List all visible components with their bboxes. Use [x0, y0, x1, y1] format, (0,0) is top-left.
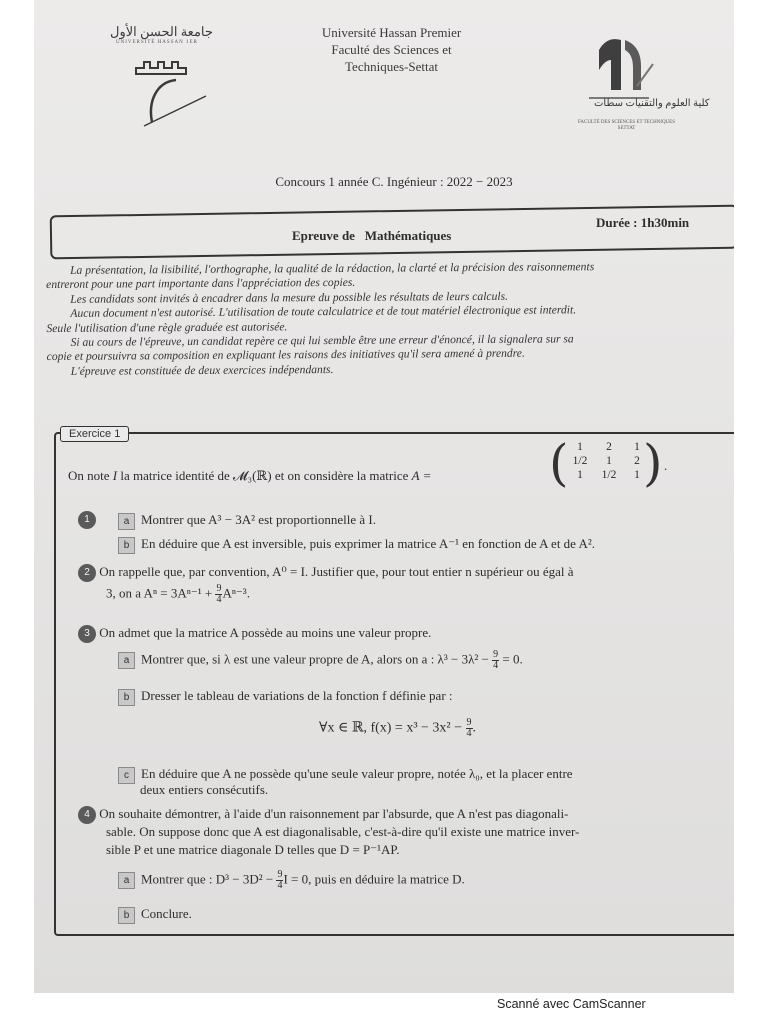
question-text: En déduire que A est inversible, puis exprimer la matrice A⁻¹ en fonction de A et de A². — [141, 536, 596, 551]
question-4b — [118, 906, 192, 924]
university-logo — [130, 52, 220, 132]
fraction-denominator: 4 — [216, 594, 222, 605]
statement-identity-symbol: I — [112, 468, 118, 483]
question-text: Conclure. — [141, 906, 192, 921]
statement-matrix-space: 𝓜₃(ℝ) — [233, 468, 272, 483]
question-number-badge: 1 — [78, 511, 96, 529]
function-definition — [319, 718, 476, 739]
question-1b — [118, 536, 595, 554]
subquestion-letter: b — [118, 537, 135, 554]
subquestion-letter: b — [118, 907, 135, 924]
matrix-entry: 2 — [634, 455, 640, 467]
question-text: Montrer que : D³ − 3D² − — [141, 871, 277, 887]
fraction-numerator: 9 — [493, 649, 499, 660]
question-3b — [118, 688, 453, 706]
instruction-line: Les candidats sont invités à encadrer dans la mesure du possible les résultats de leurs calculs. — [70, 289, 509, 306]
question-number-badge: 2 — [78, 564, 96, 582]
matrix-entry: 1 — [577, 441, 583, 453]
question-3c — [118, 766, 573, 784]
fraction-numerator: 9 — [277, 869, 283, 880]
scanner-watermark: Scanné avec CamScanner — [497, 997, 646, 1011]
faculty-name-arabic: كلية العلوم والتقنيات سطات — [594, 98, 710, 109]
matrix-A — [549, 434, 663, 492]
question-4-line-2: sable. On suppose donc que A est diagonalisable, c'est-à-dire qu'il existe une matrice inver- — [106, 824, 580, 839]
statement-text: et on considère la matrice — [271, 468, 412, 483]
university-name-french — [284, 24, 499, 75]
exercise-frame — [54, 432, 734, 936]
statement-text: la matrice identité de — [117, 468, 233, 483]
matrix-entry: 1 — [634, 469, 640, 481]
exercise-statement — [68, 468, 431, 484]
exam-session-title: Concours 1 année C. Ingénieur : 2022 − 2023 — [275, 174, 513, 189]
question-3c-continued: deux entiers consécutifs. — [140, 782, 269, 797]
question-2 — [78, 564, 574, 582]
question-text: I = 0, puis en déduire la matrice D. — [283, 871, 465, 887]
matrix-end-dot: . — [664, 458, 668, 473]
formula-text: . — [472, 720, 477, 736]
fraction-denominator: 4 — [466, 728, 472, 739]
matrix-entry: 1 — [634, 441, 640, 453]
question-text: Dresser le tableau de variations de la fonction f définie par : — [141, 688, 453, 703]
university-name-arabic: جامعة الحسن الأول — [110, 24, 213, 39]
instruction-line: La présentation, la lisibilité, l'orthographe, la qualité de la rédaction, la clarté et la précision des raisonnements — [69, 260, 595, 277]
right-paren-icon: ) — [643, 434, 663, 492]
instruction-line: copie et poursuivra sa composition en expliquant les raisons des initiatives qu'il sera amené à prendre. — [46, 347, 525, 364]
university-line-1: Université Hassan Premier — [321, 25, 462, 40]
matrix-entry: 1/2 — [601, 469, 617, 481]
question-number-badge: 4 — [78, 806, 96, 824]
subquestion-letter: a — [118, 872, 135, 889]
left-paren-icon: ( — [549, 434, 569, 492]
faculty-name-french: FACULTÉ DES SCIENCES ET TECHNIQUES SETTAT — [577, 120, 676, 131]
instruction-line: Si au cours de l'épreuve, un candidat repère ce qui lui semble être une erreur d'énoncé, il la signalera sur sa — [70, 332, 574, 349]
matrix-entry: 1/2 — [572, 455, 588, 467]
question-text: En déduire que A ne possède qu'une seule valeur propre, notée λ₀, et la placer entre — [141, 766, 573, 781]
subquestion-letter: a — [118, 513, 135, 530]
matrix-A-entries — [565, 441, 653, 481]
instruction-line: Aucun document n'est autorisé. L'utilisation de toute calculatrice et de tout matériel électronique est interdit. — [70, 303, 577, 321]
question-3 — [78, 625, 431, 643]
instruction-line: Seule l'utilisation d'une règle graduée est autorisée. — [46, 319, 288, 335]
university-name-latin-small: UNIVERSITÉ HASSAN 1ER — [116, 40, 198, 45]
matrix-entry: 1 — [606, 455, 612, 467]
fraction-numerator: 9 — [216, 583, 222, 594]
question-text: Montrer que A³ − 3A² est proportionnelle à I. — [141, 512, 376, 527]
question-text: On souhaite démontrer, à l'aide d'un raisonnement par l'absurde, que A n'est pas diagonali- — [99, 806, 569, 821]
question-number-badge: 3 — [78, 625, 96, 643]
statement-text: On note — [68, 468, 113, 483]
statement-matrix-name: A = — [411, 468, 432, 483]
instruction-line: L'épreuve est constituée de deux exercices indépendants. — [70, 362, 334, 378]
question-2-formula — [106, 584, 250, 605]
university-line-3: Techniques-Settat — [345, 59, 438, 74]
question-1a — [118, 512, 376, 530]
exercise-label: Exercice 1 — [60, 426, 129, 442]
fraction — [466, 718, 473, 739]
exam-sheet — [34, 0, 734, 993]
question-1-marker — [78, 511, 96, 529]
question-text: On admet que la matrice A possède au moins une valeur propre. — [99, 625, 432, 640]
exam-duration: Durée : 1h30min — [596, 215, 690, 230]
exam-subject: Epreuve de Mathématiques — [292, 228, 452, 243]
subquestion-letter: c — [118, 767, 135, 784]
matrix-entry: 2 — [606, 441, 612, 453]
question-4-line-3: sible P et une matrice diagonale D telles que D = P⁻¹AP. — [106, 842, 400, 857]
question-3a — [118, 650, 523, 671]
exam-instructions — [46, 259, 734, 379]
university-line-2: Faculté des Sciences et — [331, 42, 452, 57]
question-text: Aⁿ⁻³. — [222, 585, 250, 601]
question-4a — [118, 870, 465, 891]
question-4 — [78, 806, 568, 824]
question-text: 3, on a Aⁿ = 3Aⁿ⁻¹ + — [106, 585, 216, 601]
subquestion-letter: b — [118, 689, 135, 706]
instruction-line: entreront pour une part importante dans l'appréciation des copies. — [46, 276, 356, 292]
fraction-denominator: 4 — [277, 880, 283, 891]
question-text: On rappelle que, par convention, A⁰ = I. Justifier que, pour tout entier n supérieur ou égal à — [99, 564, 574, 579]
subquestion-letter: a — [118, 652, 135, 669]
question-text: Montrer que, si λ est une valeur propre de A, alors on a : λ³ − 3λ² − — [141, 651, 493, 667]
formula-text: ∀x ∈ ℝ, f(x) = x³ − 3x² − — [319, 720, 466, 736]
fraction-denominator: 4 — [493, 660, 499, 671]
matrix-entry: 1 — [577, 469, 583, 481]
fraction-numerator: 9 — [466, 717, 472, 728]
question-text: = 0. — [499, 651, 523, 667]
